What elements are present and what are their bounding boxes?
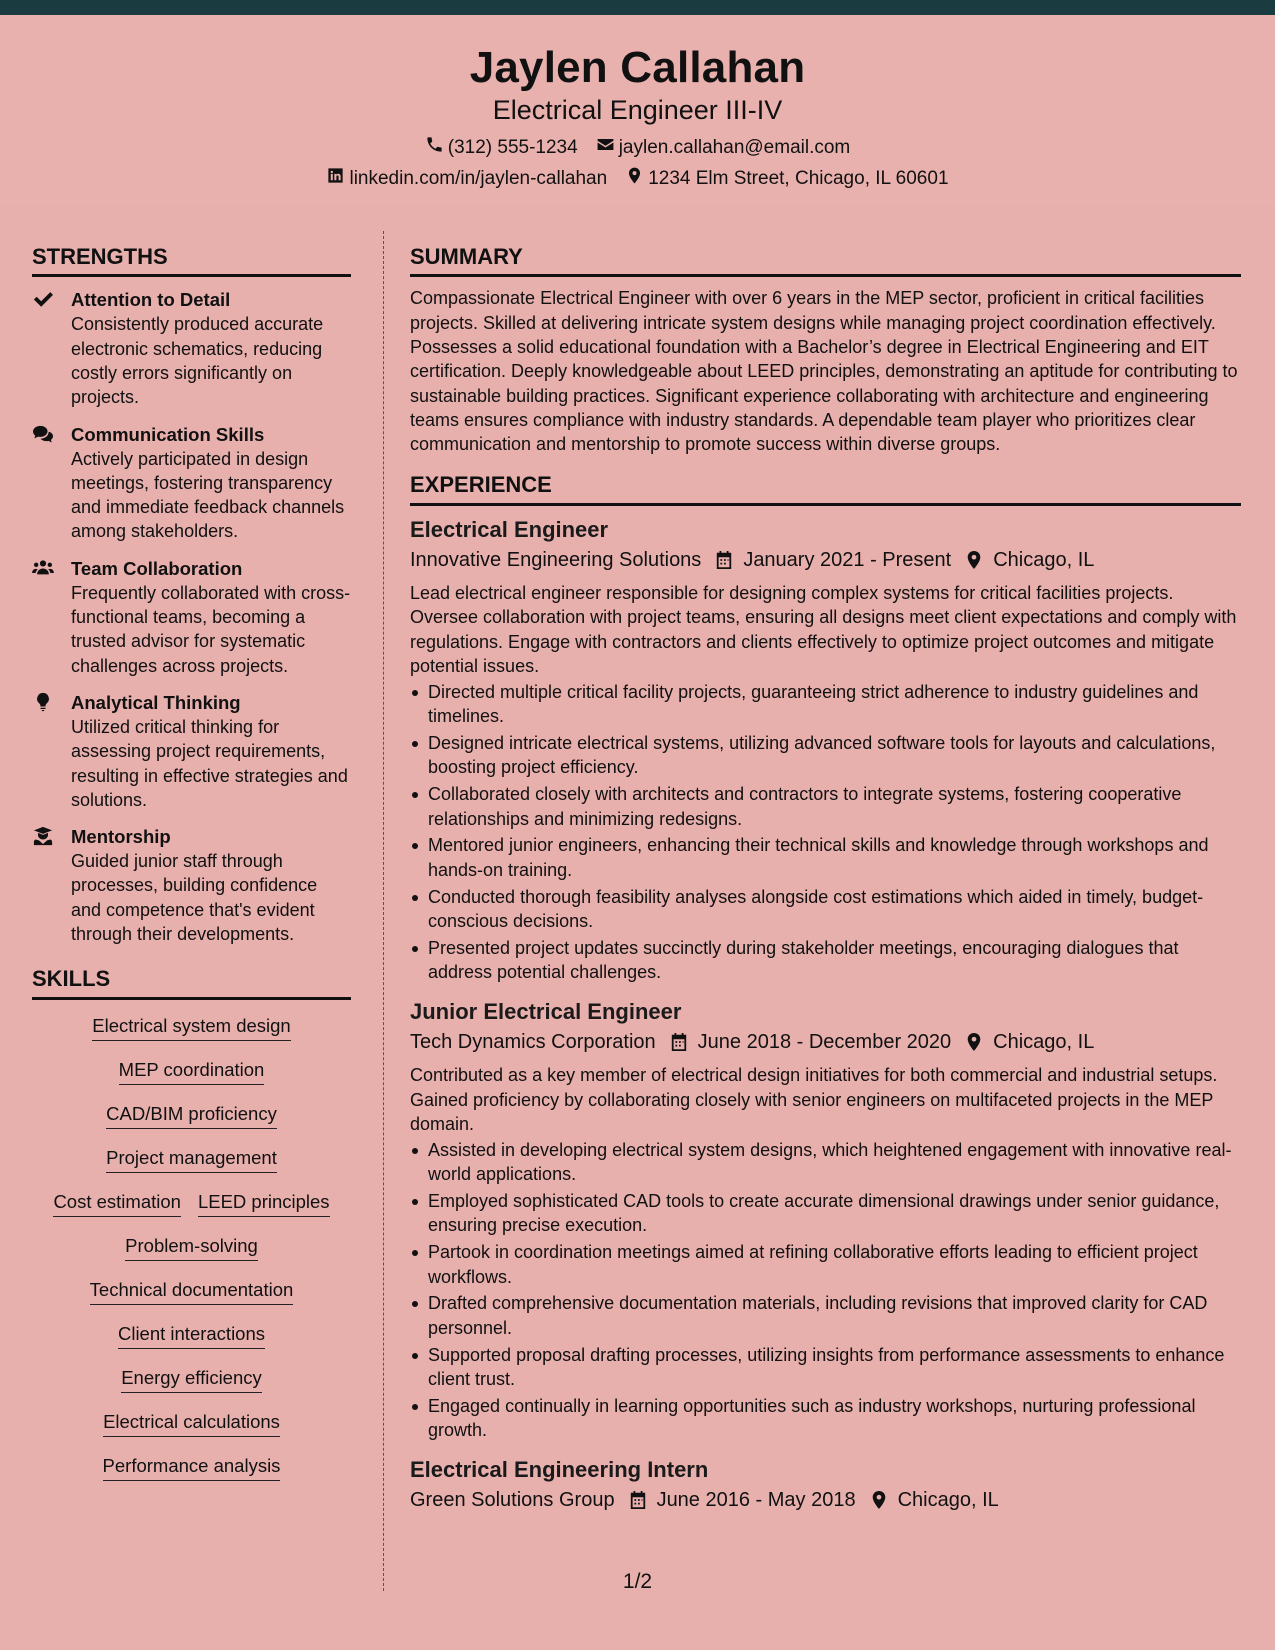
phone-contact xyxy=(425,135,578,161)
calendar-icon xyxy=(715,550,733,570)
linkedin-icon xyxy=(326,166,345,192)
skills-row xyxy=(32,1190,351,1217)
job-meta xyxy=(410,1029,1241,1055)
column-divider xyxy=(383,231,384,1591)
strength-item xyxy=(32,691,351,812)
job-dates: January 2021 - Present xyxy=(743,548,952,571)
skills-row xyxy=(32,1366,351,1393)
strengths-list xyxy=(32,288,351,946)
contact-row-1 xyxy=(0,135,1275,161)
company-name: Tech Dynamics Corporation xyxy=(410,1031,656,1054)
bullet-item: Presented project updates succinctly during stakeholder meetings, encouraging dialogues that address potential challenges. xyxy=(410,936,1241,985)
lightbulb-icon xyxy=(32,692,54,712)
street-address: 1234 Elm Street, Chicago, IL 60601 xyxy=(648,167,949,189)
job-location: Chicago, IL xyxy=(897,1489,999,1512)
skill-tag: Cost estimation xyxy=(53,1190,181,1217)
check-icon xyxy=(32,289,54,309)
calendar-icon xyxy=(670,1032,688,1052)
skill-tag: Client interactions xyxy=(118,1322,265,1349)
strengths-heading: STRENGTHS xyxy=(32,244,351,277)
strength-desc: Utilized critical thinking for assessing project requirements, resulting in effective strategies and solutions. xyxy=(71,716,348,810)
job-meta xyxy=(410,1487,1241,1513)
strength-desc: Frequently collaborated with cross-functional teams, becoming a trusted advisor for systematic challenges across projects. xyxy=(71,582,351,676)
left-column xyxy=(32,244,351,1481)
bullet-item: Supported proposal drafting processes, utilizing insights from performance assessments to enhance client trust. xyxy=(410,1343,1241,1392)
skills-row xyxy=(32,1454,351,1481)
skills-row xyxy=(32,1322,351,1349)
strength-item xyxy=(32,423,351,544)
strength-title: Mentorship xyxy=(71,826,171,848)
job-entry xyxy=(410,998,1241,1442)
job-bullets xyxy=(410,1138,1241,1443)
strength-desc: Guided junior staff through processes, building confidence and competence that's evident through their developments. xyxy=(71,851,318,945)
map-pin-icon xyxy=(965,1032,983,1052)
summary-text: Compassionate Electrical Engineer with over 6 years in the MEP sector, proficient in critical facilities projects. Skilled at delivering intricate system designs while managing project coordination effectively. Possesses a solid educational foundation with a Bachelor’s degree in Electrical Engineering and EIT certification. Deeply knowledgeable about LEED principles, demonstrating an aptitude for contributing to sustainable building practices. Significant experience collaborating with architecture and engineering teams ensures compliance with industry standards. A dependable team player who prioritizes clear communication and mentorship to promote success within diverse groups. xyxy=(410,288,1238,455)
skills-row xyxy=(32,1058,351,1085)
comments-icon xyxy=(32,424,54,444)
bullet-item: Employed sophisticated CAD tools to create accurate dimensional drawings under senior guidance, ensuring precise execution. xyxy=(410,1189,1241,1238)
bullet-item: Mentored junior engineers, enhancing their technical skills and knowledge through workshops and hands-on training. xyxy=(410,833,1241,882)
address-contact xyxy=(625,166,948,192)
skills-row xyxy=(32,1234,351,1261)
job-position: Junior Electrical Engineer xyxy=(410,999,682,1025)
job-description: Contributed as a key member of electrical design initiatives for both commercial and industrial setups. Gained proficiency by collaborating closely with senior engineers on multifaceted projects in the MEP domain. xyxy=(410,1065,1218,1135)
skills-row xyxy=(32,1014,351,1041)
skills-list xyxy=(32,1014,351,1481)
email-contact[interactable] xyxy=(596,135,851,161)
bullet-item: Conducted thorough feasibility analyses alongside cost estimations which aided in timely, budget-conscious decisions. xyxy=(410,885,1241,934)
experience-heading: EXPERIENCE xyxy=(410,472,1241,505)
skills-row xyxy=(32,1410,351,1437)
strength-item xyxy=(32,825,351,946)
job-dates: June 2018 - December 2020 xyxy=(697,1031,952,1054)
resume-header xyxy=(0,15,1275,205)
skill-tag: Energy efficiency xyxy=(121,1366,262,1393)
job-location: Chicago, IL xyxy=(993,1031,1095,1054)
top-accent-bar xyxy=(0,0,1275,15)
mentor-icon xyxy=(32,826,54,846)
bullet-item: Collaborated closely with architects and contractors to integrate systems, fostering cooperative relationships and minimizing redesigns. xyxy=(410,782,1241,831)
skill-tag: Technical documentation xyxy=(90,1278,294,1305)
map-pin-icon xyxy=(965,550,983,570)
skill-tag: Problem-solving xyxy=(125,1234,258,1261)
skill-tag: MEP coordination xyxy=(119,1058,265,1085)
bullet-item: Assisted in developing electrical system designs, which heightened engagement with innovative real-world applications. xyxy=(410,1138,1241,1187)
right-column xyxy=(410,244,1241,1513)
job-entry xyxy=(410,516,1241,985)
skills-row xyxy=(32,1146,351,1173)
skill-tag: CAD/BIM proficiency xyxy=(106,1102,277,1129)
strength-title: Attention to Detail xyxy=(71,289,231,311)
skill-tag: Performance analysis xyxy=(103,1454,281,1481)
users-icon xyxy=(32,558,54,578)
candidate-name: Jaylen Callahan xyxy=(469,43,806,92)
page-number: 1/2 xyxy=(622,1570,653,1593)
map-pin-icon xyxy=(625,166,644,192)
company-name: Innovative Engineering Solutions xyxy=(410,548,702,571)
strength-item xyxy=(32,288,351,409)
strength-item xyxy=(32,557,351,678)
bullet-item: Engaged continually in learning opportunities such as industry workshops, nurturing professional growth. xyxy=(410,1394,1241,1443)
skill-tag: Project management xyxy=(106,1146,277,1173)
strength-desc: Consistently produced accurate electronic schematics, reducing costly errors significantly on projects. xyxy=(71,314,324,408)
phone-icon xyxy=(425,135,444,161)
bullet-item: Drafted comprehensive documentation materials, including revisions that improved clarity for CAD personnel. xyxy=(410,1291,1241,1340)
contact-row-2 xyxy=(0,166,1275,192)
job-bullets xyxy=(410,680,1241,985)
summary-heading: SUMMARY xyxy=(410,244,1241,277)
job-description: Lead electrical engineer responsible for designing complex systems for critical facilities projects. Oversee collaboration with project teams, ensuring all designs meet client expectations and comply with regulations. Engage with contractors and clients effectively to optimize project outcomes and mitigate potential issues. xyxy=(410,582,1237,677)
bullet-item: Designed intricate electrical systems, utilizing advanced software tools for layouts and calculations, boosting project efficiency. xyxy=(410,731,1241,780)
linkedin-contact[interactable] xyxy=(326,166,607,192)
strength-title: Team Collaboration xyxy=(71,557,243,579)
job-entry xyxy=(410,1456,1241,1513)
skills-row xyxy=(32,1278,351,1305)
experience-section xyxy=(410,472,1241,1513)
job-dates: June 2016 - May 2018 xyxy=(656,1489,856,1512)
skills-section xyxy=(32,966,351,1480)
email-address[interactable]: jaylen.callahan@email.com xyxy=(618,136,851,158)
strength-title: Communication Skills xyxy=(71,423,265,445)
job-position: Electrical Engineer xyxy=(410,516,609,542)
job-location: Chicago, IL xyxy=(993,548,1095,571)
envelope-icon xyxy=(596,135,615,161)
skills-heading: SKILLS xyxy=(32,966,351,999)
linkedin-url[interactable]: linkedin.com/in/jaylen-callahan xyxy=(349,167,608,189)
job-meta xyxy=(410,547,1241,573)
strength-title: Analytical Thinking xyxy=(71,691,241,713)
skill-tag: LEED principles xyxy=(198,1190,330,1217)
map-pin-icon xyxy=(870,1490,888,1510)
strength-desc: Actively participated in design meetings, fostering transparency and immediate feedback channels among stakeholders. xyxy=(71,448,345,542)
job-position: Electrical Engineering Intern xyxy=(410,1457,709,1483)
bullet-item: Partook in coordination meetings aimed at refining collaborative efforts leading to efficient project workflows. xyxy=(410,1240,1241,1289)
calendar-icon xyxy=(629,1490,647,1510)
company-name: Green Solutions Group xyxy=(410,1489,615,1512)
job-title: Electrical Engineer III-IV xyxy=(492,95,783,125)
skill-tag: Electrical calculations xyxy=(103,1410,280,1437)
skills-row xyxy=(32,1102,351,1129)
bullet-item: Directed multiple critical facility projects, guaranteeing strict adherence to industry guidelines and timelines. xyxy=(410,680,1241,729)
skill-tag: Electrical system design xyxy=(92,1014,290,1041)
phone-number: (312) 555-1234 xyxy=(447,136,578,158)
